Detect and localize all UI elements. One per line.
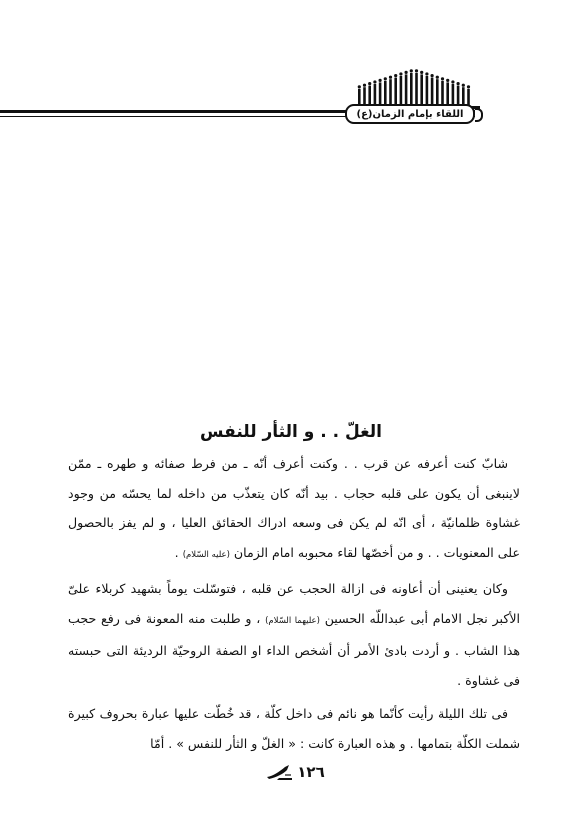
header-end-cap	[475, 108, 483, 122]
running-title: اللقاء بإمام الزمان(ع)	[356, 108, 464, 120]
honorific: (عليه السّلام)	[182, 549, 230, 560]
paragraph	[68, 699, 520, 758]
paragraph-text: وكان يعنينى أن أعاونه فى ازالة الحجب عن قلبه ، فتوسّلت يوماً بشهيد كربلاء علىّ الأكبر نجل الامام أبى عبداللّه الحسين	[68, 581, 521, 626]
paragraph	[68, 449, 520, 570]
paragraph-text: فى تلك الليلة رأيت كأنّما هو نائم فى داخل كلّة ، قد خُطّت عليها عبارة بحروف كبيرة شملت الكلّة بتمامها . و هذه العبارة كانت : « الغلّ و الثأر للنفس » . أمّا	[68, 706, 520, 751]
honorific: (عليهما السّلام)	[265, 615, 320, 626]
paragraph-text: شابّ كنت أعرفه عن قرب . . وكنت أعرف أنّه ـ من فرط صفائه و طهره ـ ممّن لاينبغى أن يكون على قلبه حجاب . بيد أنّه كان يتعذّب من داخله لما يحسّه من وجود غشاوة ظلمانيّة ، أى انّه لم يكن فى وسعه ادراك الحقائق العليا ، و لم يفز بالحصول على المعنويات . . و من أخصّها لقاء محبوبه امام الزمان	[68, 456, 520, 560]
page-folio	[250, 760, 340, 784]
paragraph-text: .	[174, 544, 183, 560]
paragraph-text: ، و طلبت منه المعونة فى رفع حجب هذا الشاب . و أردت بادئ الأمر أن أشخص الداء او الصفة الروحيّة الرديئة التى حبسته فى غشاوة .	[68, 610, 520, 688]
paragraph	[68, 574, 520, 695]
running-title-badge	[345, 104, 475, 124]
body-text	[68, 449, 520, 762]
page-number: ١٢٦	[297, 763, 325, 781]
section-title: الغلّ . . و الثأر للنفس	[200, 422, 382, 442]
quill-icon	[265, 763, 293, 781]
